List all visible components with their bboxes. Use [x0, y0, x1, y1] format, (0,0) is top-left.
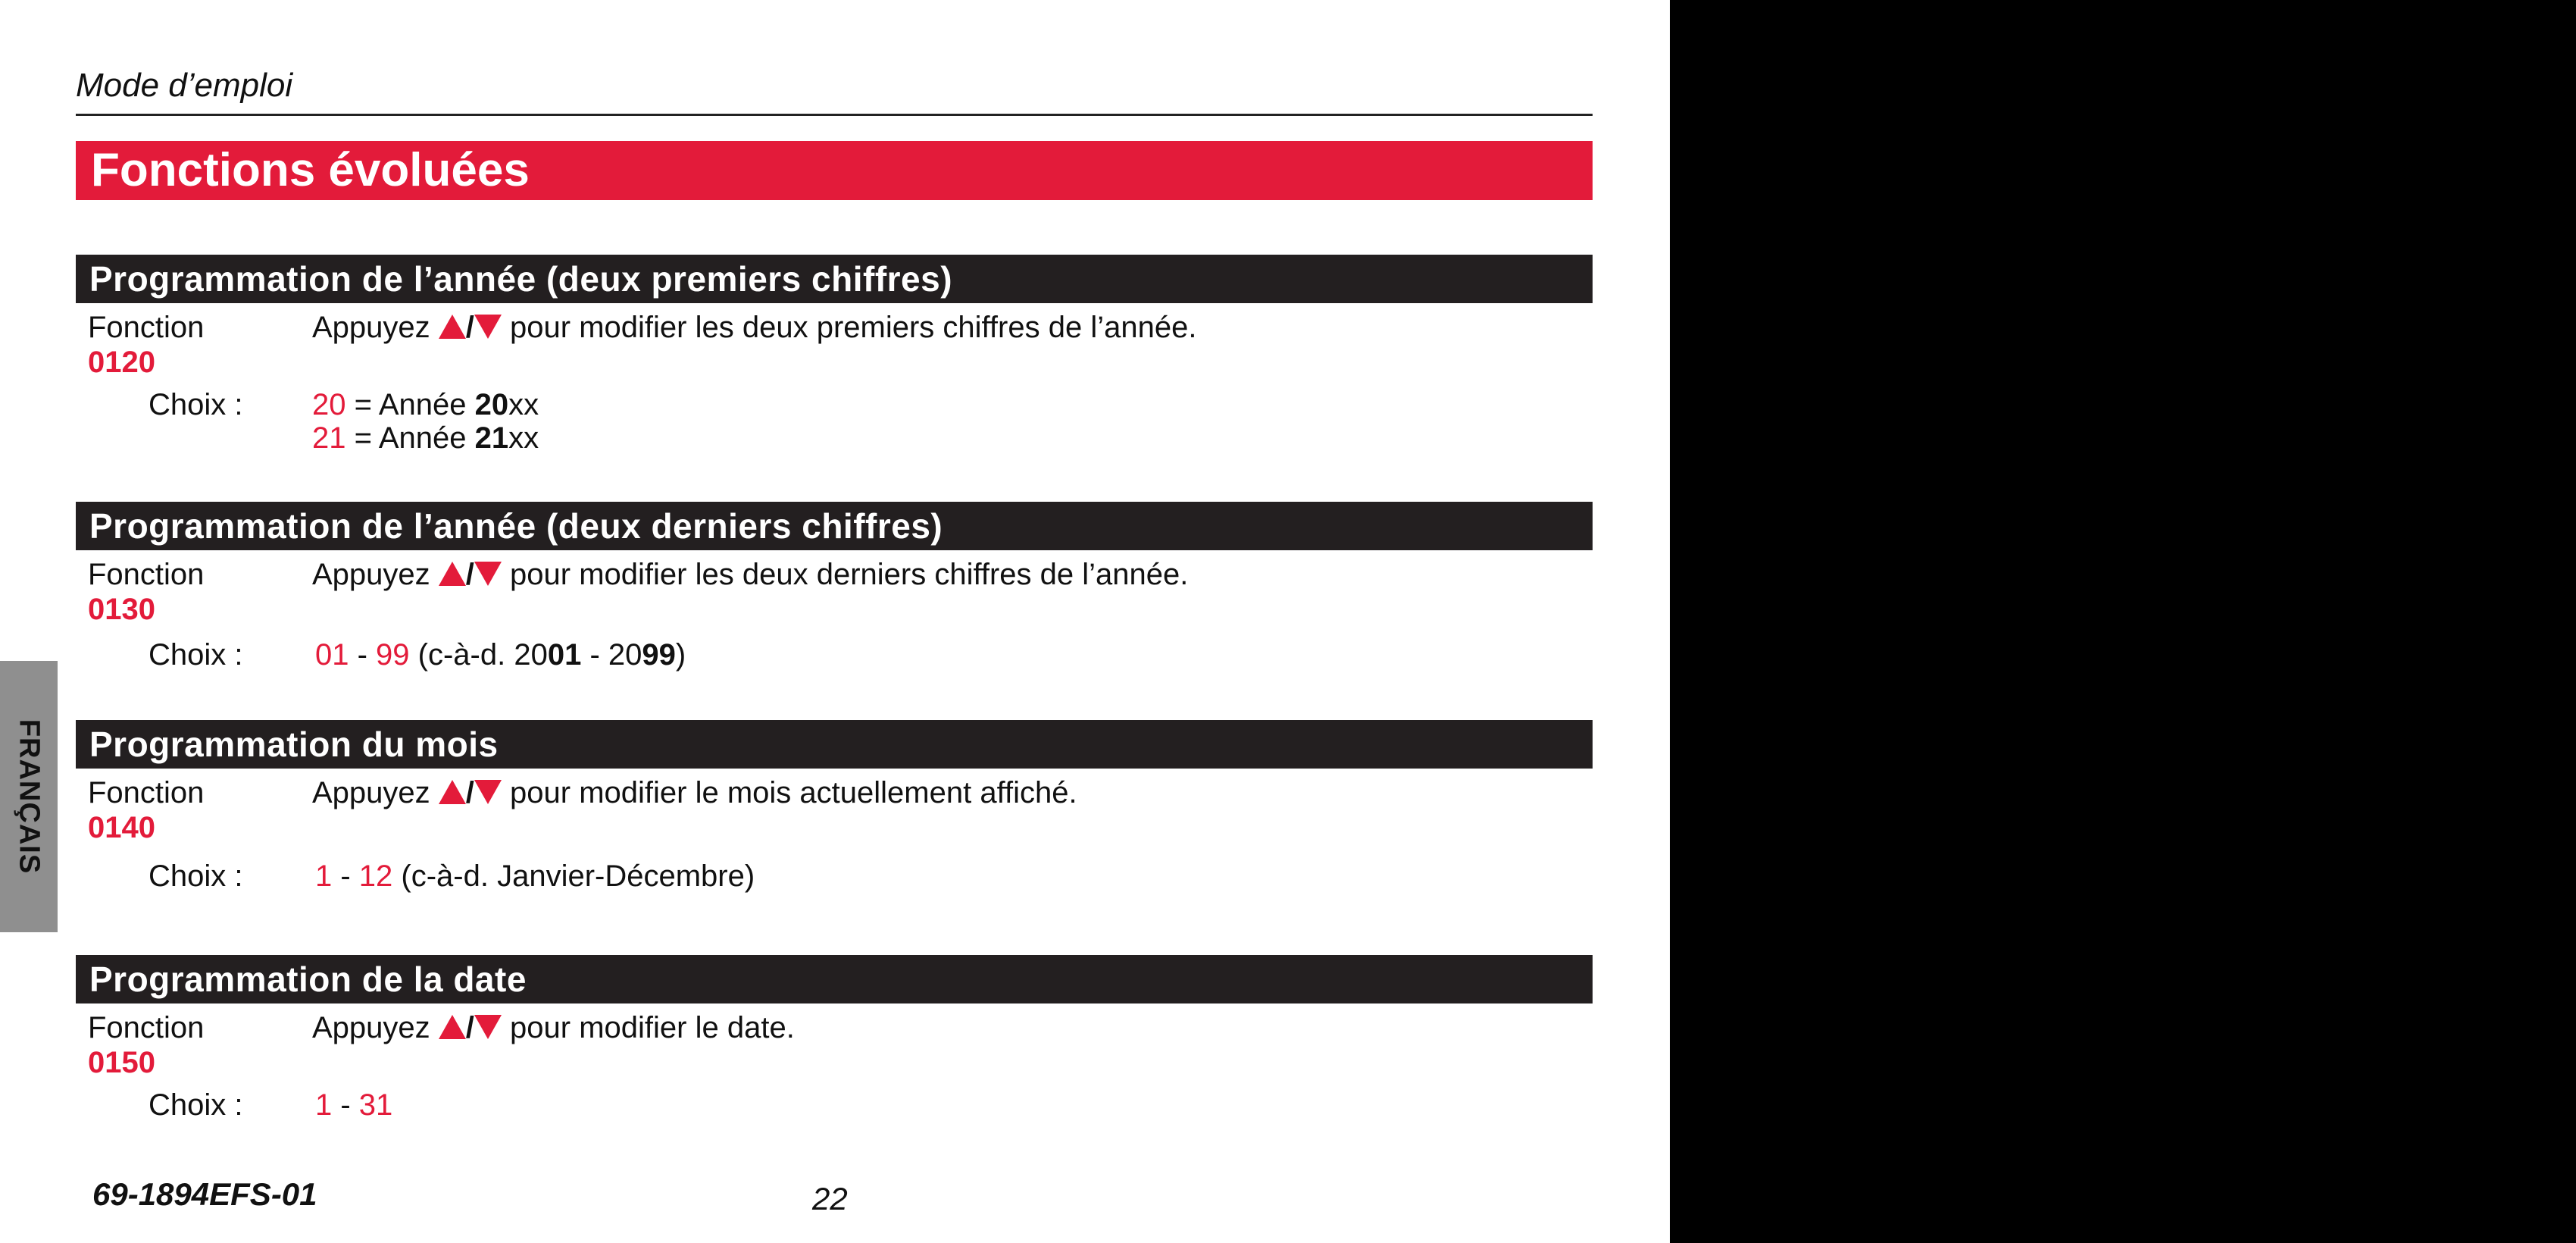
- desc-after: pour modifier le mois actuellement affiché.: [510, 776, 1077, 809]
- choice-bold: 20: [474, 388, 509, 421]
- up-arrow-icon: [439, 1015, 466, 1039]
- up-arrow-icon: [439, 315, 466, 339]
- slash: /: [465, 776, 474, 809]
- choice-line: [315, 859, 755, 894]
- desc-after: pour modifier les deux derniers chiffres de l’année.: [510, 558, 1189, 591]
- function-description: [312, 1011, 795, 1045]
- choice-from: 1: [315, 1088, 333, 1122]
- language-tab-label: FRANÇAIS: [13, 719, 45, 875]
- choice-tail: xx: [508, 388, 539, 421]
- fonction-label: Fonction: [88, 1011, 205, 1044]
- choix-label: Choix :: [148, 859, 243, 893]
- choice-from: 01: [315, 638, 349, 672]
- function-description: [312, 776, 1077, 810]
- choice-note-bold: 99: [642, 638, 676, 672]
- down-arrow-icon: [474, 1015, 502, 1039]
- choice-note-part: (c-à-d. 20: [409, 638, 548, 672]
- section-title-year-last: Programmation de l’année (deux derniers chiffres): [76, 502, 1593, 550]
- choice-note-part: - 20: [581, 638, 642, 672]
- choice-note-part: ): [675, 638, 686, 672]
- choice-line: [312, 388, 539, 422]
- section-title-date: Programmation de la date: [76, 955, 1593, 1003]
- choix-label: Choix :: [148, 638, 243, 672]
- choice-tail: xx: [508, 421, 539, 455]
- choice-to: 99: [376, 638, 410, 672]
- document-number: 69-1894EFS-01: [92, 1176, 317, 1212]
- choice-sep: = Année: [345, 421, 475, 455]
- slash: /: [465, 311, 474, 344]
- up-arrow-icon: [439, 562, 466, 586]
- function-description: [312, 311, 1196, 345]
- language-side-tab: [0, 661, 58, 932]
- fonction-label: Fonction: [88, 311, 205, 344]
- function-code: 0130: [88, 593, 155, 626]
- desc-after: pour modifier le date.: [510, 1011, 795, 1044]
- fonction-label: Fonction: [88, 776, 205, 809]
- header-rule: [76, 114, 1593, 116]
- choice-value: 21: [312, 421, 346, 455]
- choix-label: Choix :: [148, 1088, 243, 1122]
- chapter-banner: Fonctions évoluées: [76, 141, 1593, 200]
- page-number: 22: [812, 1181, 848, 1216]
- section-title-month: Programmation du mois: [76, 720, 1593, 769]
- choice-line: [315, 638, 686, 672]
- up-arrow-icon: [439, 780, 466, 804]
- page-header-title: Mode d’emploi: [76, 67, 293, 104]
- down-arrow-icon: [474, 780, 502, 804]
- desc-before: Appuyez: [312, 1011, 430, 1044]
- black-background-panel: [1670, 0, 2576, 1243]
- slash: /: [465, 1011, 474, 1044]
- down-arrow-icon: [474, 315, 502, 339]
- choice-line: [315, 1088, 392, 1122]
- desc-before: Appuyez: [312, 311, 430, 344]
- choix-label: Choix :: [148, 388, 243, 421]
- choice-line: [312, 421, 539, 456]
- choice-note-bold: 01: [547, 638, 582, 672]
- choice-note: (c-à-d. Janvier-Décembre): [392, 859, 755, 893]
- choice-dash: -: [332, 1088, 359, 1122]
- choice-to: 12: [358, 859, 393, 893]
- slash: /: [465, 558, 474, 591]
- function-description: [312, 558, 1188, 592]
- choice-value: 20: [312, 388, 346, 421]
- desc-before: Appuyez: [312, 776, 430, 809]
- choice-to: 31: [358, 1088, 393, 1122]
- choice-dash: -: [349, 638, 377, 672]
- function-code: 0140: [88, 811, 155, 844]
- section-title-year-first: Programmation de l’année (deux premiers chiffres): [76, 255, 1593, 303]
- fonction-label: Fonction: [88, 558, 205, 591]
- choice-dash: -: [332, 859, 359, 893]
- desc-after: pour modifier les deux premiers chiffres de l’année.: [510, 311, 1197, 344]
- choice-sep: = Année: [345, 388, 475, 421]
- function-code: 0120: [88, 346, 155, 379]
- desc-before: Appuyez: [312, 558, 430, 591]
- function-code: 0150: [88, 1046, 155, 1079]
- down-arrow-icon: [474, 562, 502, 586]
- choice-from: 1: [315, 859, 333, 893]
- choice-bold: 21: [474, 421, 509, 455]
